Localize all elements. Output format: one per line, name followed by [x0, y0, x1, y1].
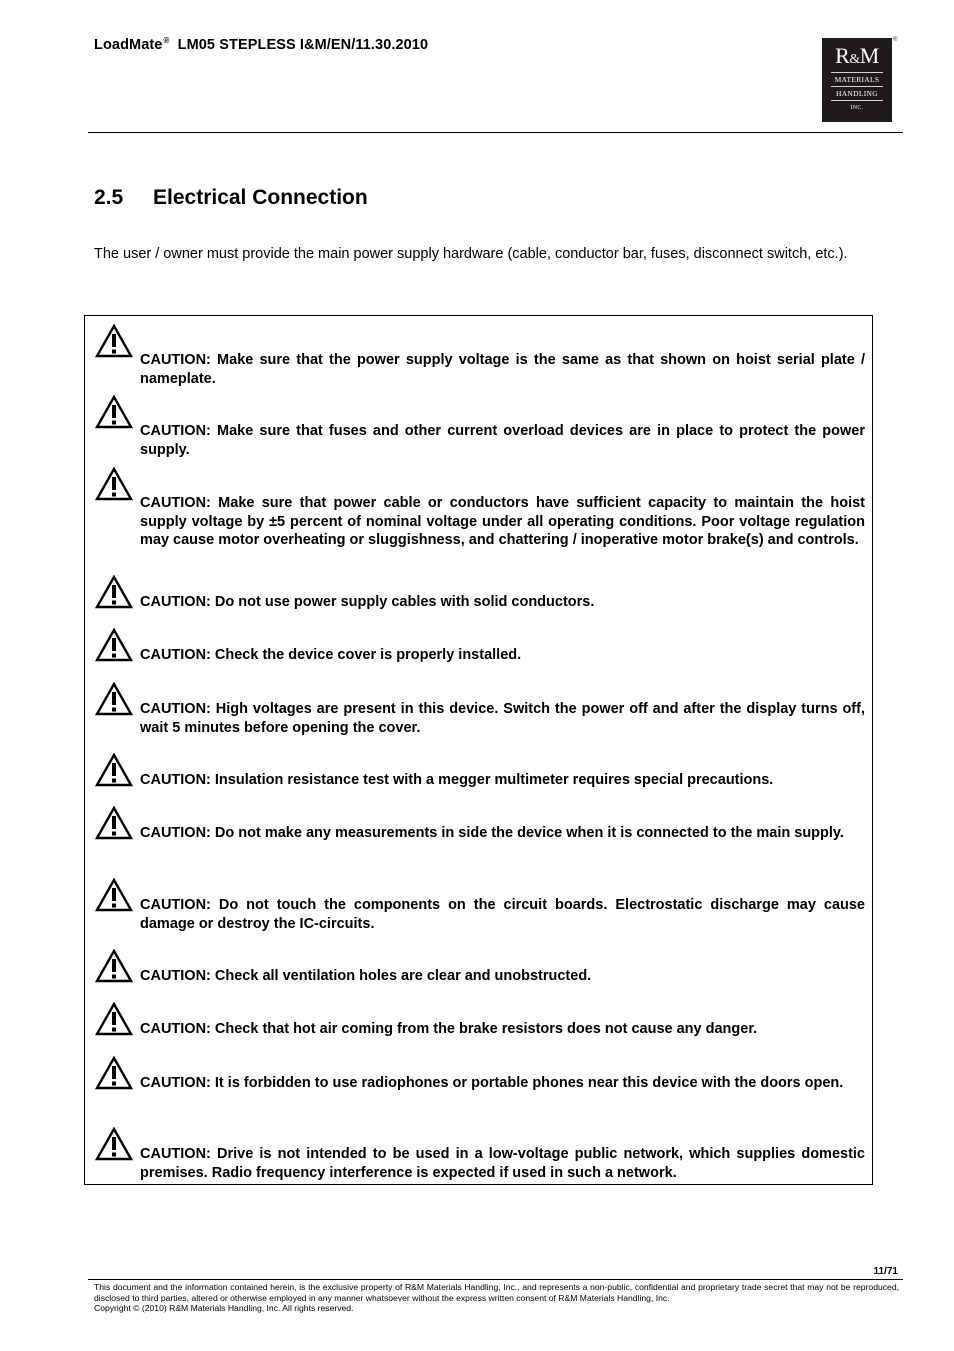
warning-triangle-icon	[95, 949, 133, 983]
warning-triangle-icon	[95, 682, 133, 716]
section-title: Electrical Connection	[153, 186, 368, 209]
caution-text: CAUTION: Check the device cover is properly installed.	[140, 647, 522, 663]
caution-text: CAUTION: High voltages are present in this device. Switch the power off and after the display turns off, wait 5 minutes before opening the cover.	[140, 701, 865, 736]
intro-paragraph: The user / owner must provide the main power supply hardware (cable, conductor bar, fuses, disconnect switch, etc.).	[94, 246, 848, 262]
caution-text: CAUTION: Do not make any measurements in side the device when it is connected to the main supply.	[140, 825, 844, 841]
brand-name: LoadMate	[94, 36, 163, 53]
logo-line-inc: INC.	[850, 105, 864, 111]
section-heading	[94, 186, 368, 210]
section-number: 2.5	[94, 186, 124, 209]
logo-line-handling: HANDLING	[836, 89, 878, 98]
page-number: 11/71	[873, 1266, 898, 1277]
caution-text: CAUTION: Make sure that the power supply voltage is the same as that shown on hoist serial plate / nameplate.	[140, 352, 865, 387]
caution-text: CAUTION: Do not touch the components on the circuit boards. Electrostatic discharge may cause damage or destroy the IC-circuits.	[140, 897, 865, 932]
caution-text: CAUTION: Check all ventilation holes are clear and unobstructed.	[140, 968, 592, 984]
footer-legal	[94, 1282, 899, 1314]
warning-triangle-icon	[95, 1056, 133, 1090]
warning-triangle-icon	[95, 806, 133, 840]
caution-text: CAUTION: Insulation resistance test with a megger multimeter requires special precautions.	[140, 772, 774, 788]
caution-text: CAUTION: Do not use power supply cables with solid conductors.	[140, 594, 595, 610]
footer-divider	[88, 1279, 903, 1280]
document-header	[94, 36, 428, 53]
registered-mark: ®	[163, 36, 170, 45]
caution-text: CAUTION: Check that hot air coming from the brake resistors does not cause any danger.	[140, 1021, 758, 1037]
warning-triangle-icon	[95, 628, 133, 662]
company-logo	[822, 38, 892, 122]
document-id: LM05 STEPLESS I&M/EN/11.30.2010	[177, 36, 429, 53]
caution-text: CAUTION: Make sure that power cable or conductors have sufficient capacity to maintain the hoist supply voltage by ±5 percent of nominal voltage under all operating conditions. Poor voltage regulation may cause motor overheating or sluggishness, and chattering / inoperative motor brake(s) and controls.	[140, 495, 865, 548]
warning-triangle-icon	[95, 324, 133, 358]
warning-triangle-icon	[95, 878, 133, 912]
warning-triangle-icon	[95, 395, 133, 429]
logo-line-materials: MATERIALS	[834, 75, 880, 84]
header-divider	[88, 132, 903, 133]
warning-triangle-icon	[95, 575, 133, 609]
caution-box	[84, 315, 873, 1185]
warning-triangle-icon	[95, 753, 133, 787]
warning-triangle-icon	[95, 1002, 133, 1036]
warning-triangle-icon	[95, 1127, 133, 1161]
copyright-notice: Copyright © (2010) R&M Materials Handling, Inc. All rights reserved.	[94, 1303, 354, 1314]
caution-text: CAUTION: It is forbidden to use radiophones or portable phones near this device with the doors open.	[140, 1075, 844, 1091]
warning-triangle-icon	[95, 467, 133, 501]
caution-text: CAUTION: Drive is not intended to be used in a low-voltage public network, which supplies domestic premises. Radio frequency interference is expected if used in such a network.	[140, 1146, 865, 1181]
legal-notice: This document and the information contained herein, is the exclusive property of R&M Materials Handling, Inc., and represents a non-public, confidential and proprietary trade secret that may not be reproduced, disclosed to third parties, altered or otherwise employed in any manner whatsoever without the express written consent of R&M Materials Handling, Inc.	[94, 1282, 899, 1303]
logo-registered-mark: ®	[893, 37, 898, 43]
caution-text: CAUTION: Make sure that fuses and other current overload devices are in place to protect the power supply.	[140, 423, 865, 458]
logo-mark: R&M	[835, 43, 879, 68]
